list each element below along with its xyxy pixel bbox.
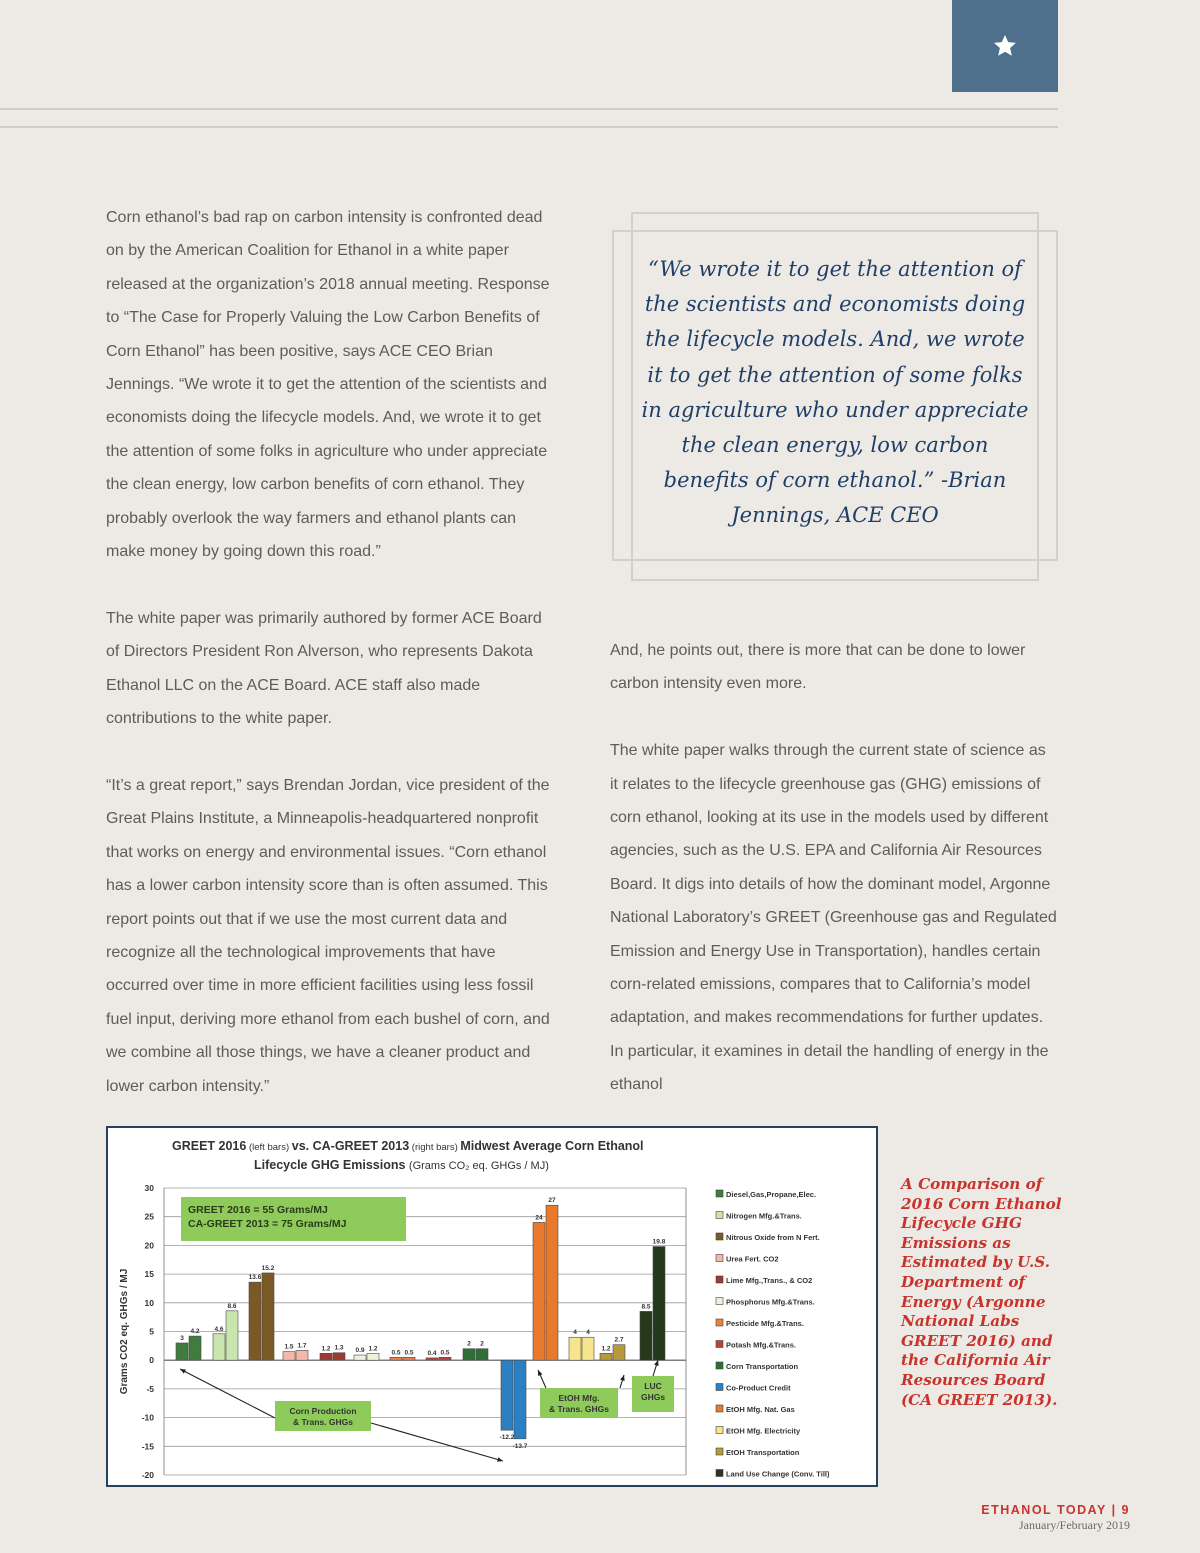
bar-ca-greet-2013: [226, 1311, 238, 1360]
chart-title-part: GREET 2016: [172, 1139, 247, 1153]
left-paragraph-1: Corn ethanol’s bad rap on carbon intensity is confronted dead on by the American Coalition for Ethanol in a white paper released at the organization’s 2018 annual meeting. Response to “The Case for Properly Valuing the Low Carbon Benefits of Corn Ethanol” has been positive, says ACE CEO Brian Jennings. “We wrote it to get the attention of the scientists and economists doing the lifecycle models. And, we wrote it to get the attention of some folks in agriculture who under appreciate the clean energy, low carbon benefits of corn ethanol. They probably overlook the way farmers and ethanol plants can make money by going down this road.”: [106, 209, 550, 561]
legend-label: EtOH Transportation: [726, 1448, 800, 1457]
bar-greet-2016: [390, 1357, 402, 1360]
annotation-text: GHGs: [640, 1392, 666, 1402]
annotation-arrow: [371, 1423, 503, 1461]
bar-value-label: -12.2: [499, 1434, 515, 1442]
legend-swatch: [716, 1384, 723, 1391]
bar-ca-greet-2013: [514, 1360, 526, 1439]
legend-label: Nitrogen Mfg.&Trans.: [726, 1211, 802, 1221]
bar-greet-2016: [249, 1282, 261, 1360]
bar-value-label: 1.2: [601, 1345, 611, 1353]
star-icon: [992, 33, 1018, 59]
bar-value-label: 1.2: [321, 1345, 331, 1353]
bar-value-label: 2: [467, 1340, 471, 1348]
y-tick-label: 30: [144, 1183, 154, 1193]
pull-quote-text: “We wrote it to get the attention of the scientists and economists doing the lifecycle models. And, we wrote it to get the attention of some folks in agriculture who under appreciate the clean energy, low carbon benefits of corn ethanol.” -Brian Jennings, ACE CEO: [641, 257, 1029, 528]
chart-caption: A Comparison of 2016 Corn Ethanol Lifecycle GHG Emissions as Estimated by U.S. Department of Energy (Argonne National Labs GREET 2016) and the California Air Resources Board (CA GREET 2013).: [901, 1175, 1062, 1409]
bar-value-label: 1.2: [368, 1345, 378, 1353]
ghg-chart-svg: [108, 1128, 876, 1485]
chart-subtitle-part: (Grams CO₂ eq. GHGs / MJ): [408, 1160, 549, 1172]
right-column: [610, 634, 1058, 1135]
bar-greet-2016: [640, 1311, 652, 1360]
bar-greet-2016: [501, 1360, 513, 1430]
bar-ca-greet-2013: [613, 1345, 625, 1360]
annotation-text: & Trans. GHGs: [293, 1417, 353, 1427]
annotation-text: EtOH Mfg.: [558, 1393, 600, 1403]
left-paragraph-3: “It’s a great report,” says Brendan Jordan, vice president of the Great Plains Institute, a Minneapolis-headquartered nonprofit that works on energy and environmental issues. “Corn ethanol has a lower carbon intensity score than is often assumed. This report points out that if we use the most current data and recognize all the technological improvements that have occurred over time in more efficient facilities using less fossil fuel input, deriving more ethanol from each bushel of corn, and we combine all those things, we have a cleaner product and lower carbon intensity.”: [106, 776, 550, 1095]
legend-swatch: [716, 1255, 723, 1262]
legend-label: Lime Mfg.,Trans., & CO2: [726, 1276, 813, 1285]
legend-label: Co-Product Credit: [726, 1383, 791, 1393]
bar-value-label: 8.6: [227, 1302, 237, 1310]
legend-label: EtOH Mfg. Electricity: [726, 1426, 801, 1436]
legend-swatch: [716, 1470, 723, 1477]
y-tick-label: 20: [144, 1240, 154, 1251]
bar-ca-greet-2013: [262, 1273, 274, 1360]
bar-value-label: 15.2: [261, 1264, 275, 1272]
bar-greet-2016: [213, 1334, 225, 1360]
legend-swatch: [716, 1298, 723, 1305]
right-paragraph-2: The white paper walks through the current state of science as it relates to the lifecycle greenhouse gas (GHG) emissions of corn ethanol, looking at its use in the models used by different agencies, such as the U.S. EPA and California Air Resources Board. It digs into details of how the dominant model, Argonne National Laboratory’s GREET (Greenhouse gas and Regulated Emission and Energy Use in Transportation), handles certain corn-related emissions, compares that to California’s model adaptation, and makes recommendations for further updates. In particular, it examines in detail the handling of energy in the ethanol: [610, 742, 1057, 1094]
chart-title-part: (left bars): [246, 1142, 292, 1153]
bar-value-label: 4: [586, 1329, 590, 1337]
legend-swatch: [716, 1341, 723, 1348]
arrow-head: [654, 1360, 658, 1366]
header-rule-bottom: [0, 126, 1058, 128]
legend-swatch: [716, 1212, 723, 1219]
bar-value-label: 2: [480, 1340, 484, 1348]
y-tick-label: -20: [141, 1470, 154, 1480]
bar-ca-greet-2013: [296, 1350, 308, 1360]
legend-swatch: [716, 1405, 723, 1412]
footer-date: January/February 2019: [1019, 1518, 1130, 1532]
bar-value-label: 0.5: [391, 1349, 401, 1357]
legend-swatch: [716, 1362, 723, 1369]
y-tick-label: -15: [141, 1441, 154, 1452]
y-tick-label: 10: [144, 1297, 154, 1308]
bar-greet-2016: [426, 1358, 438, 1360]
legend-label: Corn Transportation: [726, 1362, 799, 1371]
bar-value-label: 27: [548, 1197, 556, 1205]
bar-ca-greet-2013: [439, 1357, 451, 1360]
legend-swatch: [716, 1190, 723, 1197]
legend-label: EtOH Mfg. Nat. Gas: [726, 1405, 795, 1414]
annotation-text: & Trans. GHGs: [549, 1404, 609, 1414]
legend-label: Urea Fert. CO2: [726, 1254, 779, 1264]
bar-value-label: 19.8: [652, 1238, 666, 1246]
bar-greet-2016: [533, 1222, 545, 1360]
bar-greet-2016: [569, 1337, 581, 1360]
legend-label: Land Use Change (Conv. Till): [726, 1469, 830, 1479]
y-tick-label: 15: [144, 1269, 154, 1280]
bar-ca-greet-2013: [189, 1336, 201, 1360]
chart-title: [172, 1139, 644, 1153]
legend-swatch: [716, 1276, 723, 1283]
y-tick-label: 0: [149, 1355, 154, 1366]
bar-value-label: 13.6: [248, 1274, 262, 1282]
annotation-arrow: [180, 1369, 275, 1418]
bar-ca-greet-2013: [653, 1247, 665, 1361]
bar-value-label: 1.7: [297, 1342, 307, 1350]
page-footer: [981, 1503, 1130, 1533]
bar-value-label: 4.6: [214, 1325, 224, 1333]
bar-ca-greet-2013: [582, 1337, 594, 1360]
bar-greet-2016: [600, 1353, 612, 1360]
bar-value-label: 0.4: [427, 1349, 437, 1357]
section-badge: [952, 0, 1058, 92]
footer-title: ETHANOL TODAY | 9: [981, 1503, 1130, 1517]
summary-line: GREET 2016 = 55 Grams/MJ: [188, 1204, 328, 1216]
legend-label: Phosphorus Mfg.&Trans.: [726, 1297, 815, 1307]
bar-greet-2016: [176, 1343, 188, 1360]
legend-label: Pesticide Mfg.&Trans.: [726, 1319, 804, 1328]
bar-ca-greet-2013: [476, 1349, 488, 1360]
annotation-text: LUC: [644, 1381, 662, 1391]
arrow-head: [497, 1457, 503, 1461]
arrow-head: [620, 1375, 624, 1381]
chart-subtitle: [254, 1158, 549, 1172]
legend-label: Nitrous Oxide from N Fert.: [726, 1233, 820, 1242]
right-paragraph-1: And, he points out, there is more that can be done to lower carbon intensity even more.: [610, 642, 1026, 693]
bar-value-label: 1.5: [284, 1343, 294, 1351]
bar-value-label: 4.2: [190, 1328, 200, 1336]
y-tick-label: -5: [146, 1383, 154, 1394]
bar-ca-greet-2013: [367, 1353, 379, 1360]
bar-value-label: 8.5: [641, 1303, 651, 1311]
summary-line: CA-GREET 2013 = 75 Grams/MJ: [188, 1218, 347, 1230]
annotation-text: Corn Production: [289, 1406, 357, 1416]
bar-value-label: 0.5: [404, 1349, 414, 1357]
bar-value-label: 1.3: [334, 1344, 344, 1352]
bar-greet-2016: [320, 1353, 332, 1360]
bar-value-label: 0.9: [355, 1347, 365, 1355]
bar-ca-greet-2013: [546, 1205, 558, 1360]
bar-value-label: 24: [535, 1214, 543, 1222]
chart-title-part: vs. CA-GREET 2013: [291, 1139, 410, 1153]
left-column: [106, 201, 558, 1136]
legend-swatch: [716, 1448, 723, 1455]
legend-swatch: [716, 1427, 723, 1434]
y-tick-label: 25: [144, 1211, 154, 1222]
legend-label: Diesel,Gas,Propane,Elec.: [726, 1190, 817, 1199]
chart-subtitle-part: Lifecycle GHG Emissions: [254, 1158, 409, 1172]
bar-value-label: 3: [180, 1334, 184, 1342]
y-axis-label: Grams CO2 eq. GHGs / MJ: [119, 1268, 130, 1395]
pull-quote: [612, 212, 1058, 581]
bar-value-label: 4: [573, 1329, 577, 1337]
legend-label: Potash Mfg.&Trans.: [726, 1340, 797, 1350]
ghg-chart: [106, 1126, 878, 1487]
bar-ca-greet-2013: [333, 1353, 345, 1360]
bar-greet-2016: [354, 1355, 366, 1360]
bar-value-label: 2.7: [614, 1336, 624, 1344]
chart-title-part: Midwest Average Corn Ethanol: [460, 1139, 644, 1153]
left-paragraph-2: The white paper was primarily authored by former ACE Board of Directors President Ron Alverson, who represents Dakota Ethanol LLC on the ACE Board. ACE staff also made contributions to the white paper.: [106, 609, 542, 728]
legend-swatch: [716, 1319, 723, 1326]
legend-swatch: [716, 1233, 723, 1240]
bar-value-label: -13.7: [512, 1442, 528, 1450]
y-tick-label: -10: [141, 1412, 154, 1423]
chart-title-part: (right bars): [409, 1142, 461, 1153]
bar-greet-2016: [283, 1352, 295, 1361]
bar-ca-greet-2013: [403, 1357, 415, 1360]
y-tick-label: 5: [149, 1326, 154, 1337]
header-rule-top: [0, 108, 1058, 110]
bar-greet-2016: [463, 1349, 475, 1360]
bar-value-label: 0.5: [440, 1349, 450, 1357]
